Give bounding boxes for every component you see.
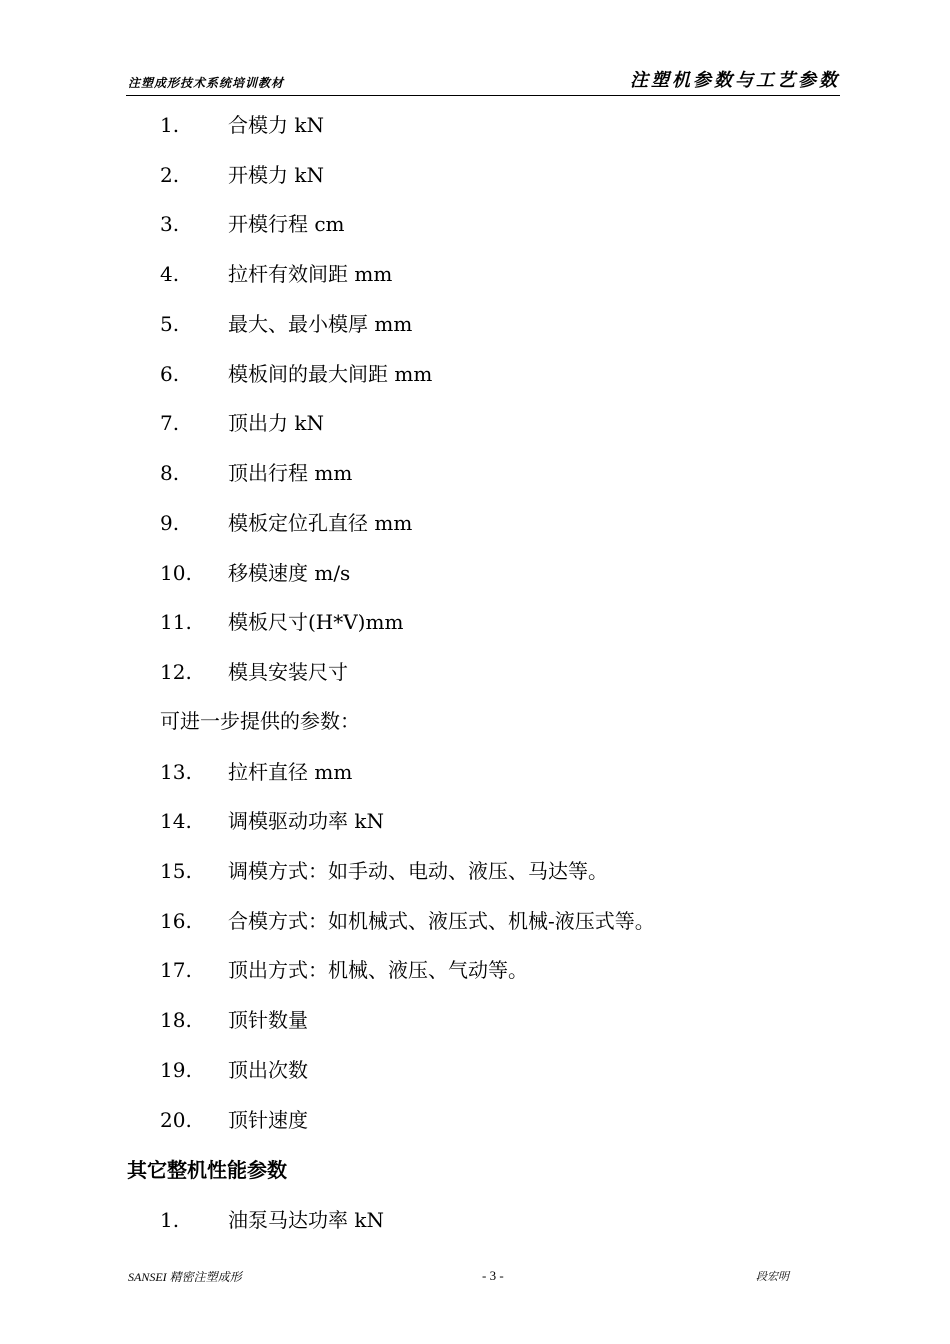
list-item	[160, 558, 350, 588]
list-item	[160, 209, 345, 239]
item-number: 11.	[160, 610, 192, 634]
item-number: 12.	[160, 660, 192, 684]
item-number: 3.	[160, 212, 180, 236]
item-text: 模具安装尺寸	[228, 660, 348, 684]
footer-author: 段宏明	[756, 1270, 789, 1283]
list-item	[160, 1005, 308, 1035]
item-number: 4.	[160, 262, 180, 286]
item-text: 合模方式：如机械式、液压式、机械-液压式等。	[228, 909, 655, 933]
item-text: 最大、最小模厚 mm	[228, 312, 413, 336]
header-chapter-title: 注塑机参数与工艺参数	[630, 70, 840, 91]
section-heading: 其它整机性能参数	[127, 1158, 287, 1182]
list-item	[160, 259, 392, 289]
item-text: 模板定位孔直径 mm	[228, 511, 413, 535]
list-item	[160, 508, 412, 538]
item-text: 拉杆直径 mm	[228, 760, 353, 784]
item-number: 1.	[160, 1208, 180, 1232]
list-item	[160, 110, 324, 140]
item-number: 14.	[160, 809, 192, 833]
item-number: 20.	[160, 1108, 192, 1132]
item-text: 顶出次数	[228, 1058, 308, 1082]
list-item	[160, 309, 412, 339]
item-number: 18.	[160, 1008, 192, 1032]
footer-page-number: - 3 -	[482, 1268, 504, 1283]
item-text: 调模驱动功率 kN	[228, 809, 384, 833]
list-item	[160, 906, 655, 936]
item-text: 开模力 kN	[228, 163, 324, 187]
item-number: 17.	[160, 958, 192, 982]
list-item	[160, 806, 384, 836]
item-number: 7.	[160, 411, 180, 435]
item-number: 2.	[160, 163, 180, 187]
item-number: 8.	[160, 461, 180, 485]
item-number: 15.	[160, 859, 192, 883]
item-number: 16.	[160, 909, 192, 933]
item-text: 拉杆有效间距 mm	[228, 262, 393, 286]
item-text: 调模方式：如手动、电动、液压、马达等。	[228, 859, 608, 883]
item-text: 模板尺寸(H*V)mm	[228, 610, 404, 634]
list-item	[160, 757, 352, 787]
list-item	[160, 1205, 384, 1235]
list-item	[160, 408, 324, 438]
item-text: 移模速度 m/s	[228, 561, 351, 585]
item-number: 10.	[160, 561, 192, 585]
item-number: 13.	[160, 760, 192, 784]
item-number: 1.	[160, 113, 180, 137]
item-text: 顶出方式：机械、液压、气动等。	[228, 958, 528, 982]
list-item	[160, 359, 432, 389]
item-text: 顶针速度	[228, 1108, 308, 1132]
header-doc-title: 注塑成形技术系统培训教材	[128, 76, 285, 90]
item-text: 油泵马达功率 kN	[228, 1208, 384, 1232]
list-item	[160, 458, 352, 488]
item-text: 顶出力 kN	[228, 411, 324, 435]
item-text: 顶针数量	[228, 1008, 308, 1032]
list-item	[160, 607, 403, 637]
list-item	[160, 955, 528, 985]
list-item	[160, 1055, 308, 1085]
item-text: 开模行程 cm	[228, 212, 345, 236]
item-text: 顶出行程 mm	[228, 461, 353, 485]
list-item	[160, 160, 324, 190]
list-item	[160, 1105, 308, 1135]
item-number: 9.	[160, 511, 180, 535]
header-divider	[126, 95, 840, 96]
item-text: 合模力 kN	[228, 113, 324, 137]
item-text: 模板间的最大间距 mm	[228, 362, 433, 386]
item-number: 19.	[160, 1058, 192, 1082]
list-item	[160, 856, 608, 886]
additional-parameters-note: 可进一步提供的参数：	[160, 709, 360, 733]
list-item	[160, 657, 348, 687]
footer-company: SANSEI 精密注塑成形	[128, 1270, 242, 1284]
item-number: 5.	[160, 312, 180, 336]
item-number: 6.	[160, 362, 180, 386]
